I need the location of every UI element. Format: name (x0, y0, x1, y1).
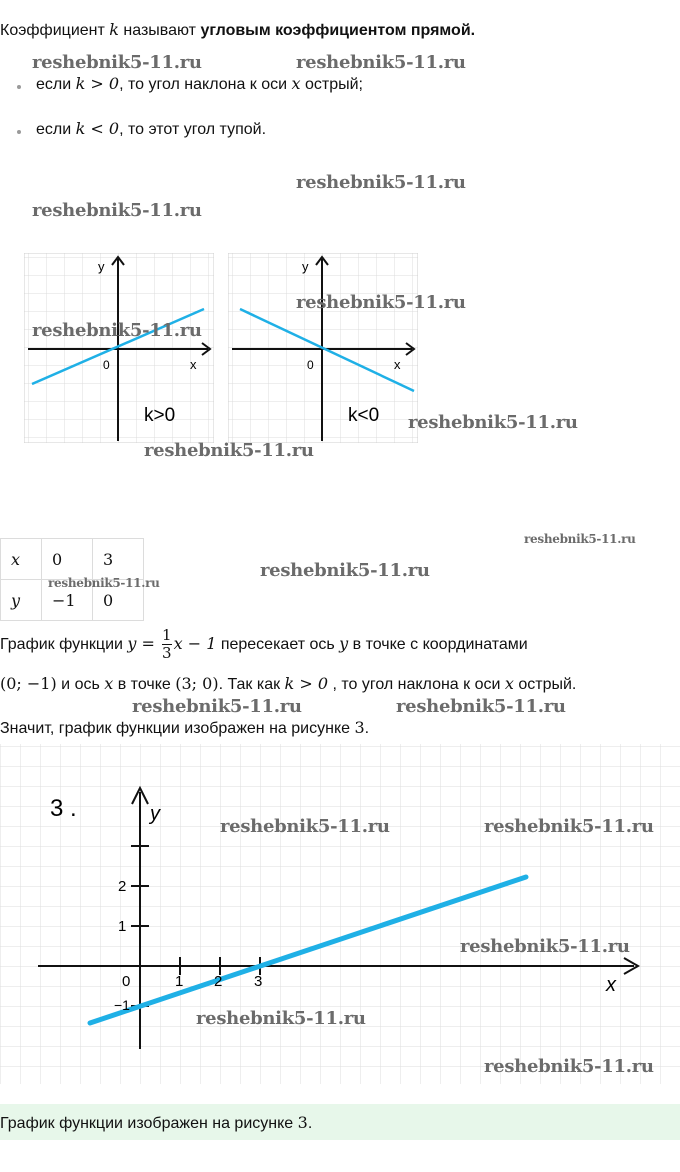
intro-prefix: Коэффициент (0, 22, 110, 39)
small-graph-positive (24, 253, 214, 443)
sol-l1-suffix: пересекает ось (216, 636, 340, 653)
sol-l3-prefix: Значит, график функции изображен на рисунке (0, 720, 355, 737)
answer-num: 3 (297, 1113, 308, 1132)
small-right-y-label: y (302, 259, 309, 274)
intro-period: . (470, 22, 476, 39)
intro-middle: называют (118, 22, 201, 39)
sol-l3-num: 3 (354, 718, 365, 737)
intro-line (0, 20, 475, 41)
answer-end: . (307, 1115, 313, 1132)
watermark: reshebnik5-11.ru (196, 1008, 366, 1029)
sol-l1-axis: y (339, 634, 349, 653)
small-right-caption: k<0 (348, 405, 380, 426)
sol-l2-mid2: в точке (113, 676, 176, 693)
watermark: reshebnik5-11.ru (484, 1056, 654, 1077)
sol-l1-y: y = (127, 634, 161, 653)
watermark: reshebnik5-11.ru (460, 936, 630, 957)
sol-fraction (162, 627, 172, 662)
bullet-dot-2 (17, 130, 21, 134)
solution-line-1 (0, 622, 528, 666)
watermark: reshebnik5-11.ru (220, 816, 390, 837)
big-graph-xtick-2: 2 (214, 973, 223, 990)
watermark: reshebnik5-11.ru (32, 320, 202, 341)
watermark: reshebnik5-11.ru (260, 560, 430, 581)
bullet-item-2 (36, 119, 266, 140)
small-graph-negative (228, 253, 418, 443)
watermark: reshebnik5-11.ru (524, 532, 636, 546)
big-graph-xtick-3: 3 (254, 973, 263, 990)
sol-l2-mid4: , то угол наклона к оси (328, 676, 505, 693)
bullet-2-suffix: , то этот угол тупой. (119, 121, 267, 138)
bullet-1-formula: k > 0 (75, 74, 120, 93)
big-graph-label: 3 . (50, 795, 77, 822)
big-graph-y-label: y (150, 803, 160, 825)
small-left-y-label: y (98, 259, 105, 274)
intro-bold-term: угловым коэффициентом прямой (200, 22, 471, 39)
answer-prefix: График функции изображен на рисунке (0, 1115, 298, 1132)
table-cell: 3 (93, 539, 144, 580)
big-graph-ytick-1: 1 (118, 918, 127, 935)
table-cell: 0 (93, 580, 144, 621)
bullet-1-tail: острый; (300, 76, 363, 93)
small-right-origin: 0 (307, 358, 314, 372)
sol-l2-axis2: x (504, 674, 514, 693)
watermark: reshebnik5-11.ru (32, 200, 202, 221)
intro-k: k (109, 20, 119, 39)
bullet-2-formula: k < 0 (75, 119, 120, 138)
sol-l1-prefix: График функции (0, 636, 128, 653)
table-cell: y (1, 580, 42, 621)
sol-l2-point2: (3; 0) (175, 674, 219, 693)
sol-l2-mid: и ось (56, 676, 105, 693)
watermark: reshebnik5-11.ru (296, 52, 466, 73)
sol-l1-rest: x − 1 (173, 634, 217, 653)
answer-text (0, 1113, 312, 1134)
small-left-x-label: x (190, 357, 197, 372)
sol-l2-axis: x (104, 674, 114, 693)
watermark: reshebnik5-11.ru (48, 576, 160, 590)
sol-frac-den: 3 (162, 644, 172, 663)
bullet-dot-1 (17, 85, 21, 89)
big-graph-xtick-1: 1 (175, 973, 184, 990)
big-graph-x-label: x (606, 974, 616, 996)
watermark: reshebnik5-11.ru (296, 292, 466, 313)
big-graph-origin: 0 (122, 973, 131, 990)
small-left-caption: k>0 (144, 405, 176, 426)
big-graph-ytick-minus-1: −1 (114, 997, 130, 1013)
sol-l2-end: острый. (513, 676, 577, 693)
table-row (1, 539, 144, 580)
watermark: reshebnik5-11.ru (132, 696, 302, 717)
table-cell: x (1, 539, 42, 580)
sol-l3-end: . (364, 720, 370, 737)
bullet-2-prefix: если (36, 121, 76, 138)
sol-l2-point1: (0; −1) (0, 674, 57, 693)
answer-box (0, 1104, 680, 1140)
watermark: reshebnik5-11.ru (32, 52, 202, 73)
small-left-origin: 0 (103, 358, 110, 372)
bullet-1-axis: x (291, 74, 301, 93)
sol-l2-mid3: . Так как (218, 676, 285, 693)
small-right-x-label: x (394, 357, 401, 372)
big-graph-ytick-2: 2 (118, 878, 127, 895)
watermark: reshebnik5-11.ru (144, 440, 314, 461)
sol-frac-num: 1 (162, 626, 172, 645)
bullet-item-1 (36, 74, 363, 95)
table-cell: −1 (42, 580, 93, 621)
watermark: reshebnik5-11.ru (484, 816, 654, 837)
watermark: reshebnik5-11.ru (296, 172, 466, 193)
solution-line-2 (0, 674, 576, 695)
solution-line-3 (0, 718, 369, 739)
bullet-1-suffix: , то угол наклона к оси (119, 76, 292, 93)
watermark: reshebnik5-11.ru (408, 412, 578, 433)
table-cell: 0 (42, 539, 93, 580)
sol-l2-cond: k > 0 (284, 674, 328, 693)
bullet-1-prefix: если (36, 76, 76, 93)
big-graph (0, 744, 680, 1084)
sol-l1-end: в точке с координатами (348, 636, 528, 653)
watermark: reshebnik5-11.ru (396, 696, 566, 717)
